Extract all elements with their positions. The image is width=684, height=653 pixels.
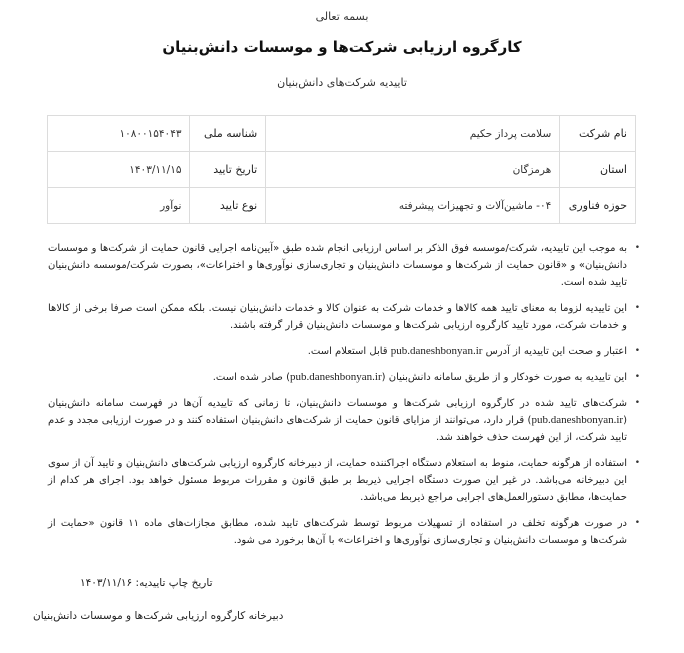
- system-link[interactable]: pub.daneshbonyan.ir: [531, 414, 624, 426]
- company-name-value: سلامت پرداز حکیم: [266, 116, 560, 152]
- table-row: [48, 116, 636, 152]
- note-text: شرکت‌های تایید شده در کارگروه ارزیابی شرکت‌ها و موسسات دانش‌بنیان، تا زمانی که تاییدیه آن‌ها در فهرست سامانه دانش‌بنیان (: [48, 398, 627, 426]
- tech-field-label: حوزه فناوری: [560, 188, 636, 224]
- print-date: [80, 577, 213, 589]
- page-subtitle: تاییدیه شرکت‌های دانش‌بنیان: [277, 76, 407, 89]
- bullet-icon: •: [634, 243, 640, 253]
- province-value: هرمزگان: [266, 152, 560, 188]
- note-text: ) قرار دارد، می‌توانند از مزایای قانون حمایت از شرکت‌های دانش‌بنیان استفاده کنند و در صورت ارزیابی مجدد و عدم تایید شرکت، از این فهرست حذف خواهند شد.: [48, 415, 627, 443]
- bullet-icon: •: [634, 303, 640, 313]
- tech-field-value: ۰۴- ماشین‌آلات و تجهیزات پیشرفته: [266, 188, 560, 224]
- list-item: [48, 455, 638, 506]
- verification-link[interactable]: pub.daneshbonyan.ir: [390, 345, 483, 357]
- list-item: [48, 343, 638, 360]
- province-label: استان: [560, 152, 636, 188]
- approval-date-label: تاریخ تایید: [190, 152, 266, 188]
- note-text: ) صادر شده است.: [212, 372, 290, 383]
- note-text: اعتبار و صحت این تاییدیه از آدرس: [482, 346, 627, 357]
- company-info-table: [47, 115, 636, 224]
- print-date-label: تاریخ چاپ تاییدیه:: [135, 577, 213, 589]
- approval-date-value: ۱۴۰۳/۱۱/۱۵: [48, 152, 190, 188]
- note-text: این تاییدیه به صورت خودکار و از طریق سامانه دانش‌بنیان (: [381, 372, 627, 383]
- approval-type-value: نوآور: [48, 188, 190, 224]
- notes-list: [48, 240, 638, 558]
- note-text: در صورت هرگونه تخلف در استفاده از تسهیلات مربوط توسط شرکت‌های تایید شده، مطابق مجازات‌های ماده ۱۱ قانون «حمایت از شرکت‌ها و موسسات دانش‌بنیان و تجاری‌سازی نوآوری‌ها و اختراعات» با آن‌ها برخورد می شود.: [48, 518, 627, 546]
- bullet-icon: •: [634, 372, 640, 382]
- bullet-icon: •: [634, 518, 640, 528]
- bullet-icon: •: [634, 398, 640, 408]
- bullet-icon: •: [634, 346, 640, 356]
- note-text: قابل استعلام است.: [307, 346, 391, 357]
- page-title: کارگروه ارزیابی شرکت‌ها و موسسات دانش‌بنیان: [162, 38, 522, 56]
- note-text: استفاده از هرگونه حمایت، منوط به استعلام دستگاه اجراکننده حمایت، از دبیرخانه کارگروه ارزیابی شرکت‌های دانش‌بنیان و تایید آن از سوی این دبیرخانه می‌باشد. در غیر این صورت دستگاه اجرایی ذیربط بر طبق قانون و مقررات مربوط مسئول خواهد بود. اجرای هر کدام از حمایت‌ها، مطابق دستورالعمل‌های اجرایی مراجع ذیربط می‌باشد.: [48, 458, 627, 503]
- table-row: [48, 152, 636, 188]
- note-text: به موجب این تاییدیه، شرکت/موسسه فوق الذکر بر اساس ارزیابی انجام شده طبق «آیین‌نامه اجرایی قانون حمایت از شرکت‌ها و موسسات دانش‌بنیان» و «قانون حمایت از شرکت‌ها و موسسات دانش‌بنیان و تجاری‌سازی نوآوری‌ها و اختراعات»، بصورت شرکت/موسسه دانش‌بنیان تایید شده است.: [48, 243, 627, 288]
- approval-type-label: نوع تایید: [190, 188, 266, 224]
- list-item: [48, 515, 638, 549]
- bismillah-heading: بسمه تعالی: [315, 10, 369, 23]
- bullet-icon: •: [634, 458, 640, 468]
- secretariat-signature: دبیرخانه کارگروه ارزیابی شرکت‌ها و موسسات دانش‌بنیان: [33, 610, 284, 622]
- list-item: [48, 240, 638, 291]
- list-item: [48, 395, 638, 446]
- list-item: [48, 300, 638, 334]
- note-text: این تاییدیه لزوما به معنای تایید همه کالاها و خدمات شرکت به عنوان کالا و خدمات دانش‌بنیان نیست. بلکه ممکن است صرفا برخی از کالاها و خدمات شرکت، مورد تایید کارگروه ارزیابی شرکت‌ها و موسسات دانش‌بنیان قرار گرفته باشند.: [48, 303, 627, 331]
- table-row: [48, 188, 636, 224]
- print-date-value: ۱۴۰۳/۱۱/۱۶: [80, 577, 133, 589]
- national-id-label: شناسه ملی: [190, 116, 266, 152]
- system-link[interactable]: pub.daneshbonyan.ir: [289, 371, 382, 383]
- company-name-label: نام شرکت: [560, 116, 636, 152]
- national-id-value: ۱۰۸۰۰۱۵۴۰۴۳: [48, 116, 190, 152]
- list-item: [48, 369, 638, 386]
